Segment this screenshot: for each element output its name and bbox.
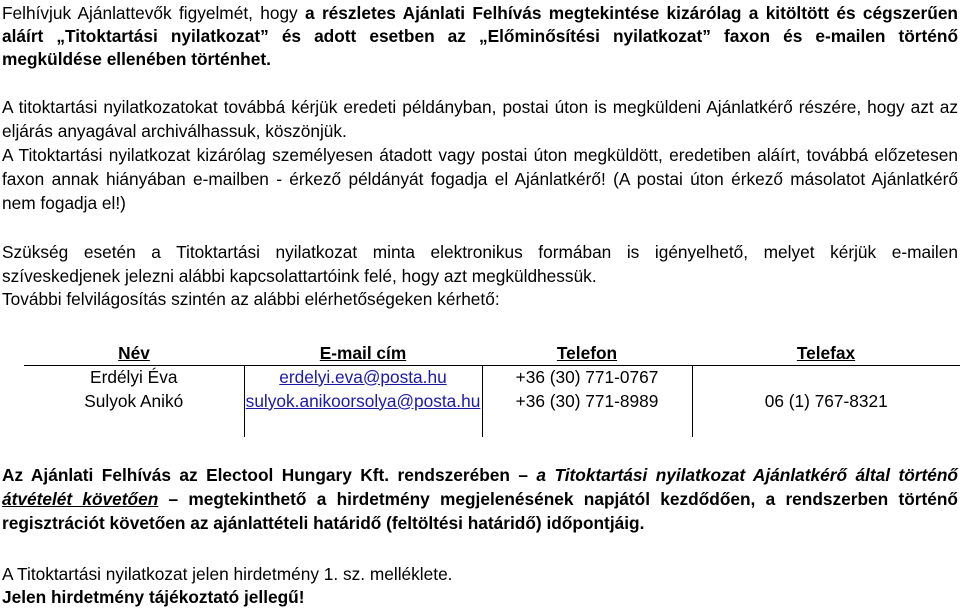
paragraph-acceptance-line1: A Titoktartási nyilatkozat kizárólag személyesen átadott vagy postai úton megküldött, eredetiben aláírt, továbbá előzetesen <box>2 145 958 165</box>
paragraph-intro-line2 <box>2 25 958 49</box>
intro-bold-text: a részletes Ajánlati Felhívás megtekintése kizárólag a kitöltött és cégszerűen <box>305 3 958 23</box>
contact-email-link[interactable]: sulyok.anikoorsolya@posta.hu <box>245 390 481 411</box>
paragraph-electool-line3: regisztrációt követően az ajánlattételi határidő (feltöltési határidő) időpontjáig. <box>2 513 645 533</box>
contact-fax <box>692 365 960 389</box>
intro-bold-line2: aláírt „Titoktartási nyilatkozat” és adott esetben az „Előminősítési nyilatkozat” faxon és e-mailen történő <box>2 26 958 46</box>
intro-text: Felhívjuk Ajánlattevők figyelmét, hogy <box>2 3 306 23</box>
paragraph-acceptance-line2: faxon annak hiányában e-mailben - érkező példányát fogadja el Ajánlatkérő! (A postai úton érkező másolatot Ajánlatkérő <box>2 169 958 189</box>
contact-name: Sulyok Anikó <box>84 390 184 411</box>
contacts-header-row <box>24 341 960 365</box>
contact-phone: +36 (30) 771-0767 <box>482 365 692 389</box>
paragraph-request-line3: További felvilágosítás szintén az alábbi elérhetőségeken kérhető: <box>2 289 500 309</box>
paragraph-electool-line2: átvételét követően – megtekinthető a hirdetmény megjelenésének napjától kezdődően, a rendszerben történő <box>2 489 958 509</box>
header-phone: Telefon <box>556 342 618 363</box>
table-empty-row <box>24 413 960 437</box>
contact-email-link[interactable]: erdelyi.eva@posta.hu <box>279 366 447 387</box>
table-row <box>24 365 960 389</box>
header-fax: Telefax <box>796 342 856 363</box>
contact-fax: 06 (1) 767-8321 <box>692 389 960 413</box>
paragraph-electool-line1: Az Ajánlati Felhívás az Electool Hungary Kft. rendszerében – a Titoktartási nyilatkozat Ajánlatkérő által történő <box>2 465 958 485</box>
paragraph-intro-line3 <box>2 48 958 72</box>
contact-email-cell <box>244 365 482 389</box>
paragraph-request-line2: szíveskedjenek jelezni alábbi kapcsolattartóink felé, hogy azt megküldhessük. <box>2 266 597 286</box>
contact-name: Erdélyi Éva <box>90 366 178 387</box>
paragraph-acceptance-line3: nem fogadja el!) <box>2 193 126 213</box>
paragraph-archive-line1: A titoktartási nyilatkozatokat továbbá kérjük eredeti példányban, postai úton is megküldeni Ajánlatkérő részére, hogy azt az <box>2 97 958 117</box>
contact-email-cell <box>244 389 482 413</box>
paragraph-request-line1: Szükség esetén a Titoktartási nyilatkozat minta elektronikus formában is igényelhető, melyet kérjük e-mailen <box>2 242 958 262</box>
paragraph-archive-line2: eljárás anyagával archiválhassuk, köszönjük. <box>2 121 347 141</box>
table-row <box>24 389 960 413</box>
intro-bold-line3: megküldése ellenében történhet. <box>2 49 271 69</box>
table-header-rule <box>24 365 960 366</box>
header-email: E-mail cím <box>319 342 407 363</box>
footer-annex-note: A Titoktartási nyilatkozat jelen hirdetmény 1. sz. melléklete. <box>2 564 453 584</box>
footer-informative-note: Jelen hirdetmény tájékoztató jellegű! <box>2 587 305 607</box>
header-name: Név <box>118 342 150 363</box>
paragraph-intro-line1 <box>2 2 958 26</box>
contact-phone: +36 (30) 771-8989 <box>482 389 692 413</box>
contacts-table <box>24 341 960 437</box>
